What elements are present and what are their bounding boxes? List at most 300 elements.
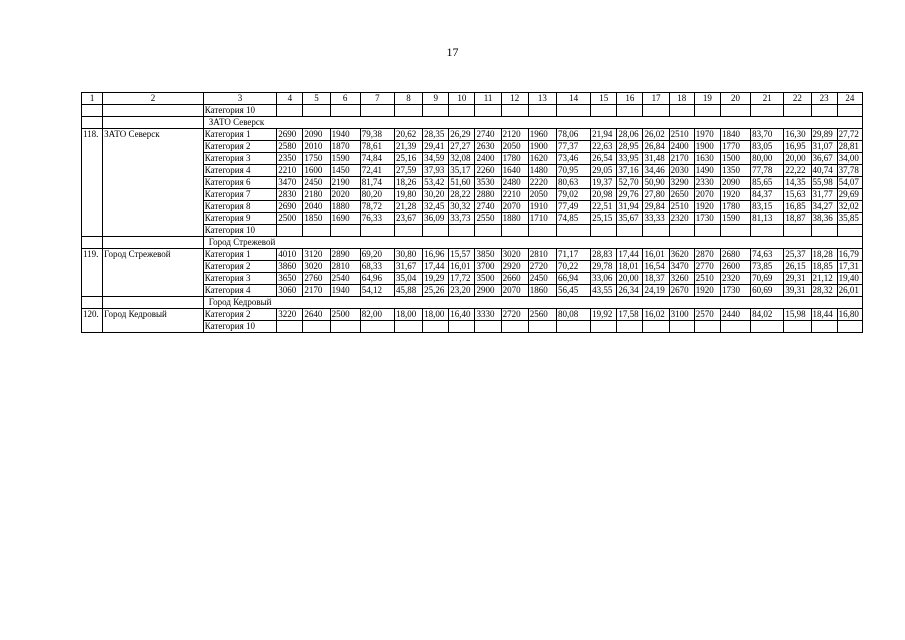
value-cell bbox=[303, 225, 330, 237]
value-cell: 2690 bbox=[277, 201, 303, 213]
value-cell: 2550 bbox=[475, 213, 501, 225]
value-cell: 20,98 bbox=[591, 189, 617, 201]
value-cell: 50,90 bbox=[643, 177, 669, 189]
column-number-row bbox=[82, 93, 863, 105]
value-cell: 84,02 bbox=[751, 309, 784, 321]
value-cell: 35,04 bbox=[394, 273, 422, 285]
value-cell: 18,00 bbox=[394, 309, 422, 321]
value-cell: 2900 bbox=[475, 285, 501, 297]
value-cell: 1750 bbox=[303, 153, 330, 165]
value-cell: 31,94 bbox=[617, 201, 643, 213]
value-cell bbox=[669, 105, 694, 117]
value-cell: 1940 bbox=[330, 285, 360, 297]
value-cell: 1500 bbox=[720, 153, 750, 165]
value-cell bbox=[811, 225, 837, 237]
value-cell bbox=[811, 321, 837, 333]
value-cell bbox=[475, 225, 501, 237]
value-cell: 2760 bbox=[303, 273, 330, 285]
value-cell: 77,37 bbox=[556, 141, 590, 153]
value-cell: 2450 bbox=[303, 177, 330, 189]
value-cell: 51,60 bbox=[449, 177, 475, 189]
value-cell: 21,94 bbox=[591, 129, 617, 141]
value-cell: 2650 bbox=[669, 189, 694, 201]
value-cell: 1780 bbox=[720, 201, 750, 213]
value-cell: 80,08 bbox=[556, 309, 590, 321]
value-cell bbox=[811, 105, 837, 117]
column-number-cell: 23 bbox=[811, 93, 837, 105]
value-cell bbox=[694, 225, 720, 237]
section-title: ЗАТО Северск bbox=[203, 117, 862, 129]
value-cell bbox=[837, 321, 862, 333]
value-cell: 2040 bbox=[303, 201, 330, 213]
value-cell bbox=[501, 105, 528, 117]
table-row bbox=[82, 249, 863, 261]
value-cell: 2400 bbox=[475, 153, 501, 165]
value-cell: 82,00 bbox=[360, 309, 394, 321]
value-cell: 18,26 bbox=[394, 177, 422, 189]
value-cell: 1840 bbox=[720, 129, 750, 141]
value-cell: 28,95 bbox=[617, 141, 643, 153]
value-cell: 77,78 bbox=[751, 165, 784, 177]
value-cell: 29,69 bbox=[837, 189, 862, 201]
value-cell bbox=[360, 321, 394, 333]
value-cell: 37,78 bbox=[837, 165, 862, 177]
value-cell: 2090 bbox=[720, 177, 750, 189]
value-cell bbox=[360, 105, 394, 117]
section-spacer-cell bbox=[103, 117, 204, 129]
value-cell: 83,70 bbox=[751, 129, 784, 141]
category-cell: Категория 2 bbox=[203, 309, 276, 321]
value-cell: 3100 bbox=[669, 309, 694, 321]
value-cell: 70,22 bbox=[556, 261, 590, 273]
value-cell: 16,02 bbox=[643, 309, 669, 321]
value-cell: 33,95 bbox=[617, 153, 643, 165]
value-cell: 77,49 bbox=[556, 201, 590, 213]
value-cell: 3700 bbox=[475, 261, 501, 273]
value-cell: 2180 bbox=[303, 189, 330, 201]
value-cell bbox=[694, 105, 720, 117]
value-cell: 17,31 bbox=[837, 261, 862, 273]
value-cell: 35,17 bbox=[449, 165, 475, 177]
value-cell: 68,33 bbox=[360, 261, 394, 273]
value-cell: 60,69 bbox=[751, 285, 784, 297]
column-number-cell: 19 bbox=[694, 93, 720, 105]
value-cell: 26,34 bbox=[617, 285, 643, 297]
value-cell: 15,63 bbox=[784, 189, 811, 201]
value-cell: 2220 bbox=[528, 177, 556, 189]
value-cell: 2030 bbox=[669, 165, 694, 177]
value-cell: 3650 bbox=[277, 273, 303, 285]
category-cell: Категория 2 bbox=[203, 141, 276, 153]
section-spacer-cell bbox=[82, 297, 103, 309]
column-number-cell: 12 bbox=[501, 93, 528, 105]
value-cell: 66,94 bbox=[556, 273, 590, 285]
value-cell: 2320 bbox=[720, 273, 750, 285]
section-spacer-cell bbox=[103, 297, 204, 309]
section-spacer-cell bbox=[82, 237, 103, 249]
value-cell: 22,22 bbox=[784, 165, 811, 177]
column-number-cell: 15 bbox=[591, 93, 617, 105]
value-cell: 2020 bbox=[330, 189, 360, 201]
value-cell: 2400 bbox=[669, 141, 694, 153]
value-cell: 25,15 bbox=[591, 213, 617, 225]
value-cell: 2190 bbox=[330, 177, 360, 189]
value-cell: 2830 bbox=[277, 189, 303, 201]
value-cell: 39,31 bbox=[784, 285, 811, 297]
section-row bbox=[82, 237, 863, 249]
value-cell: 37,93 bbox=[423, 165, 449, 177]
value-cell: 3020 bbox=[501, 249, 528, 261]
value-cell bbox=[330, 321, 360, 333]
value-cell bbox=[360, 225, 394, 237]
value-cell bbox=[720, 321, 750, 333]
value-cell: 2670 bbox=[669, 285, 694, 297]
value-cell bbox=[303, 321, 330, 333]
column-number-cell: 5 bbox=[303, 93, 330, 105]
municipality-name-cell: Город Кедровый bbox=[103, 309, 204, 333]
value-cell bbox=[694, 321, 720, 333]
value-cell: 17,44 bbox=[617, 249, 643, 261]
value-cell: 56,45 bbox=[556, 285, 590, 297]
value-cell: 28,22 bbox=[449, 189, 475, 201]
value-cell: 34,27 bbox=[811, 201, 837, 213]
value-cell: 27,72 bbox=[837, 129, 862, 141]
value-cell bbox=[643, 225, 669, 237]
value-cell: 2070 bbox=[694, 189, 720, 201]
value-cell: 29,76 bbox=[617, 189, 643, 201]
value-cell: 29,41 bbox=[423, 141, 449, 153]
value-cell: 21,28 bbox=[394, 201, 422, 213]
column-number-cell: 24 bbox=[837, 93, 862, 105]
value-cell: 18,00 bbox=[423, 309, 449, 321]
value-cell: 16,80 bbox=[837, 309, 862, 321]
value-cell: 32,02 bbox=[837, 201, 862, 213]
value-cell: 3290 bbox=[669, 177, 694, 189]
category-cell: Категория 4 bbox=[203, 285, 276, 297]
value-cell bbox=[475, 321, 501, 333]
value-cell: 80,63 bbox=[556, 177, 590, 189]
value-cell bbox=[617, 105, 643, 117]
value-cell: 1600 bbox=[303, 165, 330, 177]
value-cell: 24,19 bbox=[643, 285, 669, 297]
value-cell: 1710 bbox=[528, 213, 556, 225]
value-cell: 2770 bbox=[694, 261, 720, 273]
column-number-cell: 14 bbox=[556, 93, 590, 105]
value-cell: 2350 bbox=[277, 153, 303, 165]
table-row bbox=[82, 129, 863, 141]
value-cell: 2070 bbox=[501, 285, 528, 297]
value-cell: 2810 bbox=[528, 249, 556, 261]
value-cell: 2680 bbox=[720, 249, 750, 261]
value-cell: 1490 bbox=[694, 165, 720, 177]
value-cell: 30,32 bbox=[449, 201, 475, 213]
value-cell: 28,35 bbox=[423, 129, 449, 141]
category-cell: Категория 3 bbox=[203, 273, 276, 285]
value-cell: 22,63 bbox=[591, 141, 617, 153]
value-cell bbox=[528, 105, 556, 117]
value-cell: 2810 bbox=[330, 261, 360, 273]
value-cell bbox=[423, 321, 449, 333]
value-cell: 19,92 bbox=[591, 309, 617, 321]
value-cell: 71,17 bbox=[556, 249, 590, 261]
value-cell: 3530 bbox=[475, 177, 501, 189]
value-cell: 25,16 bbox=[394, 153, 422, 165]
value-cell: 20,00 bbox=[617, 273, 643, 285]
value-cell: 3470 bbox=[277, 177, 303, 189]
value-cell: 2440 bbox=[720, 309, 750, 321]
section-spacer-cell bbox=[82, 117, 103, 129]
value-cell: 31,67 bbox=[394, 261, 422, 273]
value-cell bbox=[475, 105, 501, 117]
column-number-cell: 4 bbox=[277, 93, 303, 105]
value-cell: 1870 bbox=[330, 141, 360, 153]
value-cell: 55,98 bbox=[811, 177, 837, 189]
value-cell: 1850 bbox=[303, 213, 330, 225]
value-cell: 23,67 bbox=[394, 213, 422, 225]
value-cell bbox=[669, 321, 694, 333]
value-cell: 1880 bbox=[501, 213, 528, 225]
value-cell: 2510 bbox=[694, 273, 720, 285]
value-cell: 1970 bbox=[694, 129, 720, 141]
value-cell: 18,85 bbox=[811, 261, 837, 273]
value-cell: 4010 bbox=[277, 249, 303, 261]
value-cell: 1480 bbox=[528, 165, 556, 177]
value-cell: 16,40 bbox=[449, 309, 475, 321]
section-row bbox=[82, 117, 863, 129]
value-cell: 3120 bbox=[303, 249, 330, 261]
value-cell: 1910 bbox=[528, 201, 556, 213]
entry-number-cell: 120. bbox=[82, 309, 103, 333]
value-cell: 18,28 bbox=[811, 249, 837, 261]
value-cell: 70,69 bbox=[751, 273, 784, 285]
value-cell: 27,27 bbox=[449, 141, 475, 153]
value-cell: 16,96 bbox=[423, 249, 449, 261]
value-cell: 1590 bbox=[330, 153, 360, 165]
value-cell: 19,37 bbox=[591, 177, 617, 189]
category-cell: Категория 7 bbox=[203, 189, 276, 201]
entry-number-cell: 118. bbox=[82, 129, 103, 237]
value-cell: 2720 bbox=[528, 261, 556, 273]
value-cell: 34,46 bbox=[643, 165, 669, 177]
value-cell: 16,54 bbox=[643, 261, 669, 273]
value-cell bbox=[784, 225, 811, 237]
value-cell bbox=[277, 225, 303, 237]
value-cell: 33,33 bbox=[643, 213, 669, 225]
value-cell: 28,32 bbox=[811, 285, 837, 297]
value-cell bbox=[277, 105, 303, 117]
value-cell bbox=[449, 105, 475, 117]
value-cell: 15,98 bbox=[784, 309, 811, 321]
value-cell bbox=[423, 225, 449, 237]
value-cell bbox=[751, 321, 784, 333]
value-cell: 80,20 bbox=[360, 189, 394, 201]
value-cell bbox=[591, 225, 617, 237]
category-cell: Категория 3 bbox=[203, 153, 276, 165]
value-cell: 83,05 bbox=[751, 141, 784, 153]
category-cell: Категория 10 bbox=[203, 225, 276, 237]
column-number-cell: 22 bbox=[784, 93, 811, 105]
value-cell bbox=[751, 105, 784, 117]
value-cell: 73,85 bbox=[751, 261, 784, 273]
value-cell: 31,77 bbox=[811, 189, 837, 201]
value-cell: 14,35 bbox=[784, 177, 811, 189]
value-cell: 28,06 bbox=[617, 129, 643, 141]
value-cell: 2920 bbox=[501, 261, 528, 273]
value-cell: 16,79 bbox=[837, 249, 862, 261]
value-cell: 2500 bbox=[277, 213, 303, 225]
value-cell: 2120 bbox=[501, 129, 528, 141]
value-cell: 3330 bbox=[475, 309, 501, 321]
value-cell: 28,83 bbox=[591, 249, 617, 261]
section-title: Город Стрежевой bbox=[203, 237, 862, 249]
value-cell: 3020 bbox=[303, 261, 330, 273]
value-cell: 70,95 bbox=[556, 165, 590, 177]
value-cell: 16,01 bbox=[643, 249, 669, 261]
value-cell bbox=[751, 225, 784, 237]
value-cell bbox=[556, 321, 590, 333]
value-cell bbox=[617, 225, 643, 237]
value-cell bbox=[330, 225, 360, 237]
value-cell: 2480 bbox=[501, 177, 528, 189]
municipality-name-cell: Город Стрежевой bbox=[103, 249, 204, 297]
value-cell: 37,16 bbox=[617, 165, 643, 177]
value-cell: 15,57 bbox=[449, 249, 475, 261]
municipality-name-cell: ЗАТО Северск bbox=[103, 129, 204, 237]
value-cell: 1450 bbox=[330, 165, 360, 177]
value-cell: 3860 bbox=[277, 261, 303, 273]
value-cell: 73,46 bbox=[556, 153, 590, 165]
value-cell bbox=[303, 105, 330, 117]
value-cell: 26,15 bbox=[784, 261, 811, 273]
value-cell: 1730 bbox=[694, 213, 720, 225]
value-cell: 54,12 bbox=[360, 285, 394, 297]
value-cell: 3060 bbox=[277, 285, 303, 297]
value-cell bbox=[528, 321, 556, 333]
value-cell: 19,29 bbox=[423, 273, 449, 285]
category-cell: Категория 4 bbox=[203, 165, 276, 177]
value-cell: 1690 bbox=[330, 213, 360, 225]
value-cell bbox=[837, 105, 862, 117]
value-cell: 84,37 bbox=[751, 189, 784, 201]
value-cell: 2510 bbox=[669, 129, 694, 141]
value-cell: 74,85 bbox=[556, 213, 590, 225]
value-cell bbox=[720, 225, 750, 237]
category-cell: Категория 1 bbox=[203, 129, 276, 141]
value-cell: 2540 bbox=[330, 273, 360, 285]
value-cell: 25,26 bbox=[423, 285, 449, 297]
value-cell: 81,13 bbox=[751, 213, 784, 225]
value-cell: 19,40 bbox=[837, 273, 862, 285]
value-cell: 3850 bbox=[475, 249, 501, 261]
value-cell: 69,20 bbox=[360, 249, 394, 261]
value-cell bbox=[556, 105, 590, 117]
value-cell: 3260 bbox=[669, 273, 694, 285]
value-cell: 38,36 bbox=[811, 213, 837, 225]
value-cell: 1630 bbox=[694, 153, 720, 165]
value-cell: 2510 bbox=[669, 201, 694, 213]
value-cell: 1780 bbox=[501, 153, 528, 165]
value-cell: 31,07 bbox=[811, 141, 837, 153]
value-cell: 22,51 bbox=[591, 201, 617, 213]
column-number-cell: 2 bbox=[103, 93, 204, 105]
tariff-table bbox=[81, 92, 863, 333]
page-number: 17 bbox=[446, 45, 459, 59]
value-cell: 54,07 bbox=[837, 177, 862, 189]
section-row bbox=[82, 297, 863, 309]
value-cell: 74,84 bbox=[360, 153, 394, 165]
value-cell: 33,06 bbox=[591, 273, 617, 285]
value-cell: 27,80 bbox=[643, 189, 669, 201]
value-cell: 17,72 bbox=[449, 273, 475, 285]
value-cell: 2690 bbox=[277, 129, 303, 141]
value-cell: 2720 bbox=[501, 309, 528, 321]
value-cell bbox=[643, 105, 669, 117]
value-cell: 79,38 bbox=[360, 129, 394, 141]
value-cell: 18,01 bbox=[617, 261, 643, 273]
value-cell: 1880 bbox=[330, 201, 360, 213]
value-cell: 33,73 bbox=[449, 213, 475, 225]
column-number-cell: 21 bbox=[751, 93, 784, 105]
value-cell: 1920 bbox=[694, 285, 720, 297]
value-cell: 34,59 bbox=[423, 153, 449, 165]
value-cell: 2870 bbox=[694, 249, 720, 261]
value-cell: 2580 bbox=[277, 141, 303, 153]
value-cell: 3470 bbox=[669, 261, 694, 273]
category-cell: Категория 10 bbox=[203, 105, 276, 117]
value-cell: 18,87 bbox=[784, 213, 811, 225]
value-cell: 1350 bbox=[720, 165, 750, 177]
value-cell: 1730 bbox=[720, 285, 750, 297]
value-cell: 35,67 bbox=[617, 213, 643, 225]
value-cell: 81,74 bbox=[360, 177, 394, 189]
column-number-cell: 16 bbox=[617, 93, 643, 105]
value-cell bbox=[423, 105, 449, 117]
value-cell: 1640 bbox=[501, 165, 528, 177]
value-cell bbox=[784, 321, 811, 333]
entry-number-cell: 119. bbox=[82, 249, 103, 297]
value-cell: 2210 bbox=[501, 189, 528, 201]
value-cell: 2330 bbox=[694, 177, 720, 189]
value-cell: 83,15 bbox=[751, 201, 784, 213]
value-cell: 29,05 bbox=[591, 165, 617, 177]
value-cell: 78,72 bbox=[360, 201, 394, 213]
value-cell bbox=[330, 105, 360, 117]
value-cell: 2660 bbox=[501, 273, 528, 285]
value-cell: 23,20 bbox=[449, 285, 475, 297]
column-number-cell: 1 bbox=[82, 93, 103, 105]
section-spacer-cell bbox=[103, 237, 204, 249]
value-cell: 1590 bbox=[720, 213, 750, 225]
value-cell: 78,61 bbox=[360, 141, 394, 153]
value-cell: 1940 bbox=[330, 129, 360, 141]
column-number-cell: 20 bbox=[720, 93, 750, 105]
value-cell: 2320 bbox=[669, 213, 694, 225]
value-cell bbox=[643, 321, 669, 333]
value-cell: 16,85 bbox=[784, 201, 811, 213]
value-cell: 79,02 bbox=[556, 189, 590, 201]
value-cell: 36,09 bbox=[423, 213, 449, 225]
table-row bbox=[82, 105, 863, 117]
value-cell: 28,81 bbox=[837, 141, 862, 153]
value-cell: 26,01 bbox=[837, 285, 862, 297]
value-cell: 40,74 bbox=[811, 165, 837, 177]
value-cell: 21,39 bbox=[394, 141, 422, 153]
value-cell: 17,44 bbox=[423, 261, 449, 273]
value-cell: 2630 bbox=[475, 141, 501, 153]
value-cell bbox=[556, 225, 590, 237]
value-cell: 2740 bbox=[475, 201, 501, 213]
value-cell bbox=[669, 225, 694, 237]
